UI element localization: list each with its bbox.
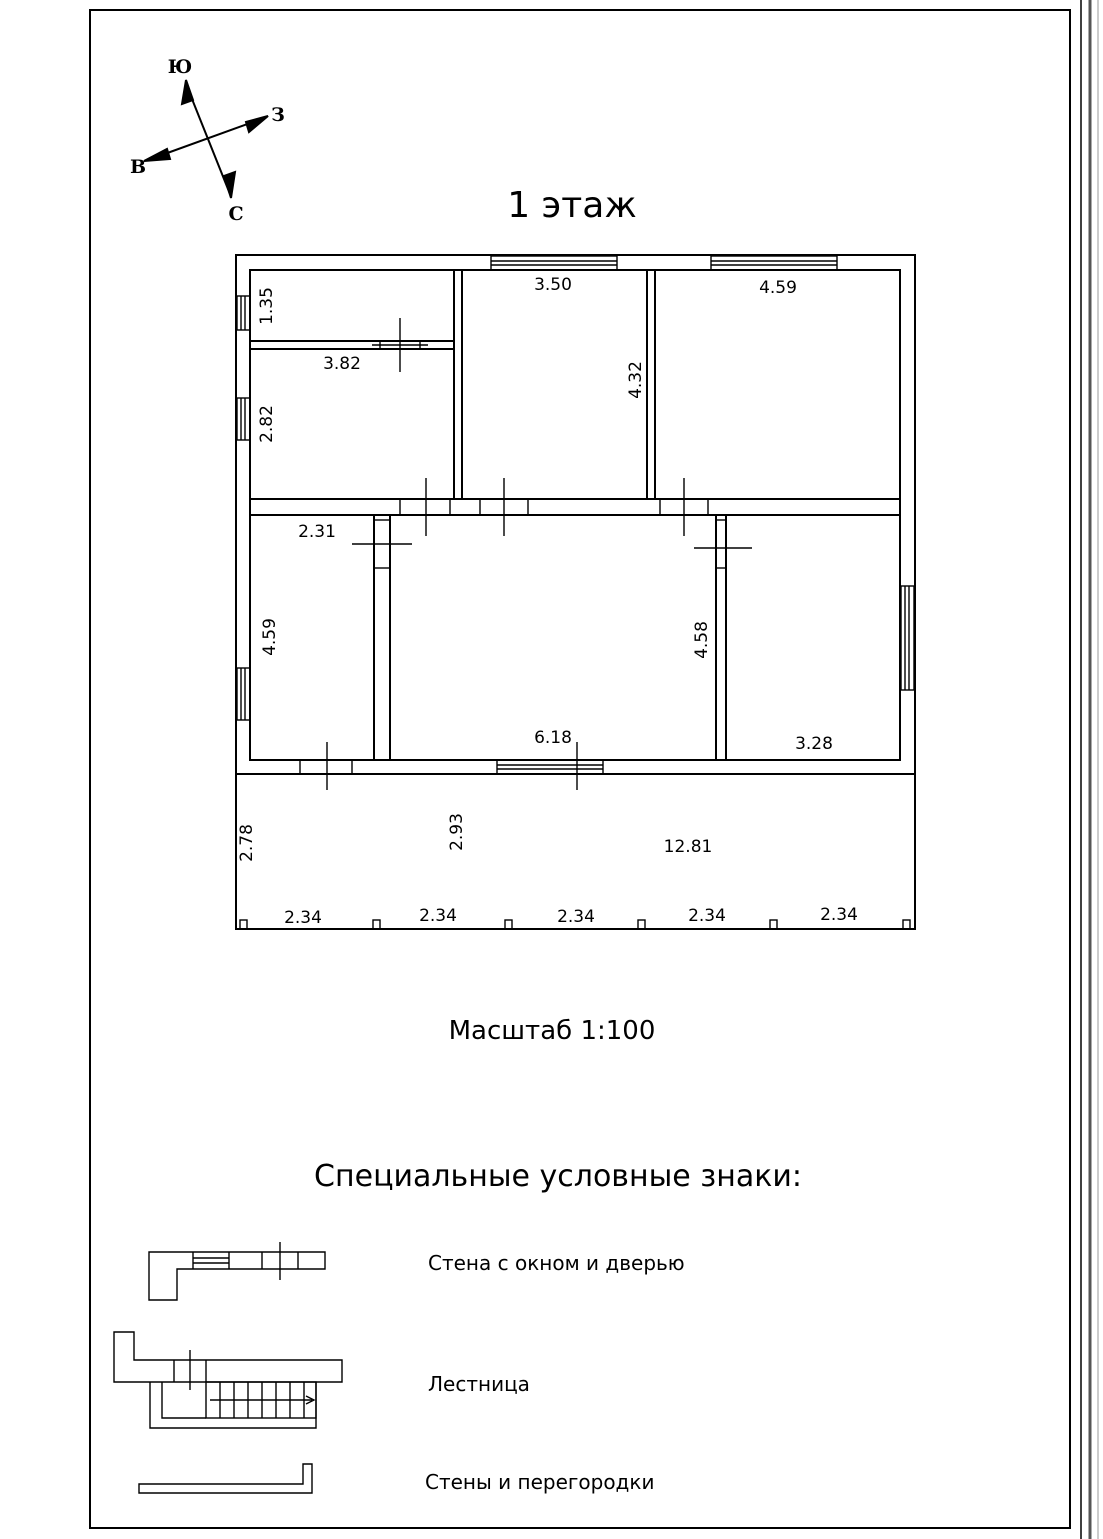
window-left-2 — [237, 398, 250, 440]
compass-arrows-icon — [144, 80, 268, 198]
compass-label-south: Ю — [167, 56, 193, 78]
dim-span: 2.34 — [820, 905, 858, 925]
veranda — [236, 774, 915, 929]
dim-span: 2.34 — [284, 908, 322, 928]
floor-plan — [236, 255, 915, 929]
dim-3-82: 3.82 — [323, 354, 361, 374]
doors — [300, 318, 752, 790]
dim-2-82: 2.82 — [257, 405, 277, 443]
dim-1-35: 1.35 — [257, 287, 277, 325]
interior-walls — [250, 270, 900, 760]
scale-label: Масштаб 1:100 — [448, 1016, 656, 1046]
legend-walls-icon — [139, 1464, 312, 1493]
dim-2-93: 2.93 — [447, 813, 467, 851]
compass-label-east: В — [129, 156, 147, 178]
dim-3-50: 3.50 — [534, 275, 572, 295]
window-left-1 — [237, 296, 250, 330]
door-3 — [480, 478, 528, 536]
floor-title: 1 этаж — [507, 185, 637, 226]
dim-3-28: 3.28 — [795, 734, 833, 754]
window-left-3 — [237, 668, 250, 720]
dim-4-59-top: 4.59 — [759, 278, 797, 298]
compass-label-north: С — [228, 203, 244, 225]
door-2 — [400, 478, 450, 536]
window-top-1 — [491, 256, 617, 270]
window-right — [901, 586, 914, 690]
door-4 — [660, 478, 708, 536]
legend-item-label: Лестница — [428, 1372, 530, 1396]
door-7 — [300, 742, 352, 790]
dim-span: 2.34 — [557, 907, 595, 927]
legend-item-label: Стена с окном и дверью — [428, 1251, 685, 1275]
legend — [114, 1159, 802, 1494]
window-top-2 — [711, 256, 837, 270]
dimension-labels — [237, 275, 858, 928]
dim-4-58: 4.58 — [692, 621, 712, 659]
compass-label-west: З — [271, 104, 285, 126]
door-6 — [694, 520, 752, 568]
legend-item-label: Стены и перегородки — [425, 1470, 655, 1494]
door-1 — [372, 318, 428, 372]
door-5 — [352, 520, 412, 568]
dim-span: 2.34 — [419, 906, 457, 926]
legend-staircase-icon — [114, 1332, 342, 1428]
window-bottom — [497, 760, 603, 774]
legend-wall-window-door-icon — [149, 1242, 325, 1300]
dim-2-31: 2.31 — [298, 522, 336, 542]
compass — [130, 56, 285, 225]
page-edge — [1081, 0, 1098, 1539]
dim-4-59-left: 4.59 — [260, 618, 280, 656]
dim-4-32: 4.32 — [626, 361, 646, 399]
dim-6-18: 6.18 — [534, 728, 572, 748]
legend-title: Специальные условные знаки: — [314, 1159, 802, 1194]
dim-12-81: 12.81 — [663, 837, 713, 857]
dim-span: 2.34 — [688, 906, 726, 926]
dim-2-78: 2.78 — [237, 824, 257, 862]
